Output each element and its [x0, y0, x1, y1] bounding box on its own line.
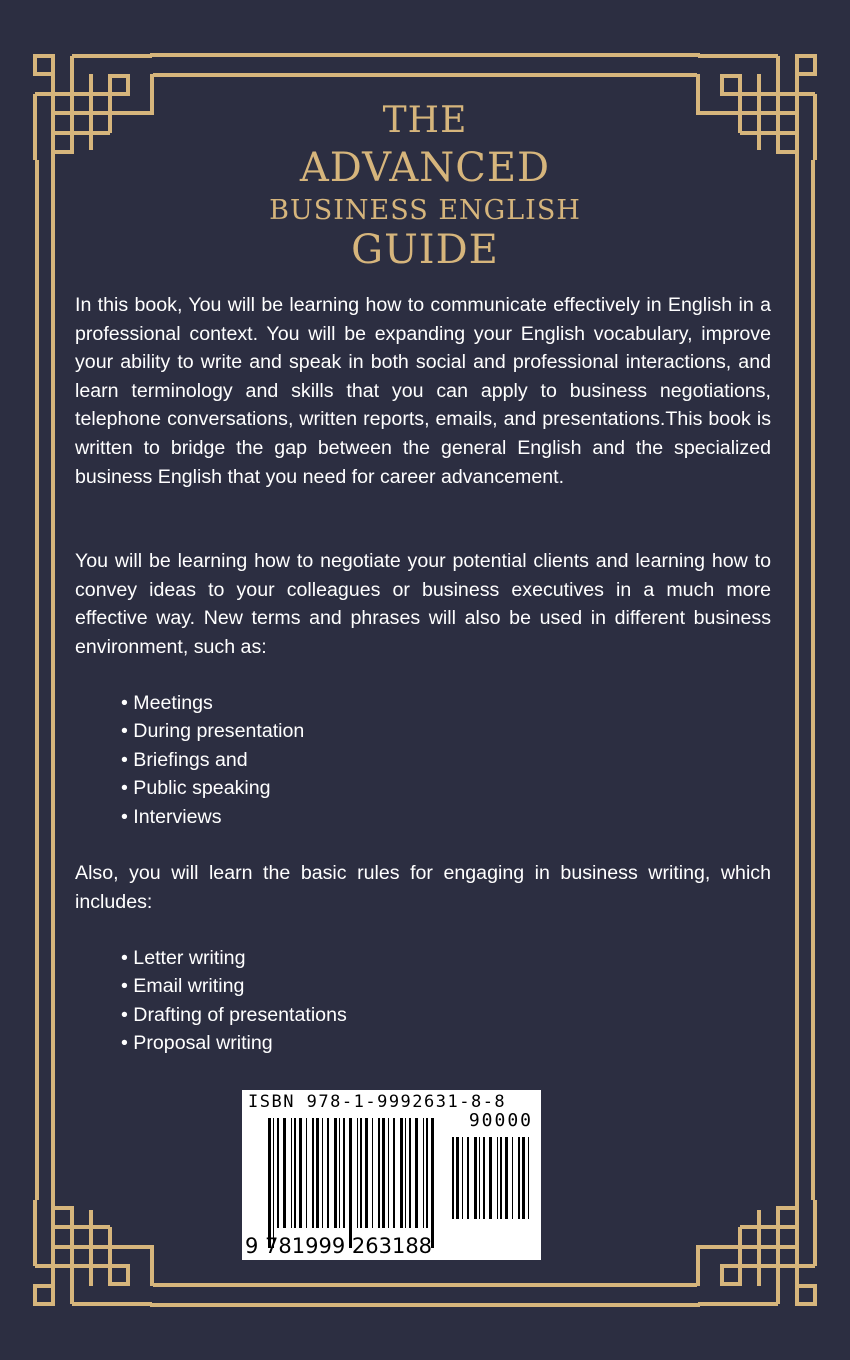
barcode-bar: [382, 1118, 385, 1228]
isbn-number: ISBN 978-1-9992631-8-8: [248, 1092, 507, 1112]
list-item: • Letter writing: [121, 947, 246, 969]
barcode-bar: [378, 1118, 380, 1228]
barcode-bar: [306, 1118, 307, 1228]
description-paragraph: Also, you will learn the basic rules for engaging in business writing, which includes:: [75, 862, 771, 913]
list-item: • Meetings: [121, 692, 213, 714]
barcode-bar: [268, 1118, 271, 1248]
barcode-bar: [415, 1118, 418, 1228]
barcode-bar: [512, 1137, 513, 1219]
barcode-bar: [426, 1118, 428, 1228]
barcode-bar: [505, 1137, 508, 1219]
barcode-bar: [400, 1118, 403, 1228]
barcode-bar: [500, 1137, 502, 1219]
barcode-bar: [522, 1137, 525, 1219]
list-item: • Interviews: [121, 805, 222, 828]
barcode-bar: [431, 1118, 434, 1248]
barcode-bar: [294, 1118, 296, 1228]
barcode-bar: [360, 1118, 362, 1228]
description-paragraph: You will be learning how to negotiate your potential clients and learning how to convey ideas to your colleagues or business executives in a much more effective way. New terms and phrases will also be used in different business environment, such as:: [75, 550, 771, 658]
barcode-bar: [479, 1137, 480, 1219]
list-item: • Briefings and: [121, 748, 248, 771]
barcode-bar: [372, 1118, 373, 1228]
barcode-bar: [322, 1118, 323, 1228]
corner-ornament-bottom-right: [698, 1200, 815, 1304]
barcode-bar: [357, 1118, 358, 1228]
barcode-bar: [467, 1137, 469, 1219]
barcode-bar: [299, 1118, 302, 1228]
barcode-bar: [497, 1137, 498, 1219]
description-paragraph: In this book, You will be learning how to communicate effectively in English in a professional context. You will be expanding your English vocabulary, improve your ability to write and speak in both social and professional interactions, and learn terminology and skills that you can apply to business negotiations, telephone conversations, written reports, emails, and presentations.This book is written to bridge the gap between the general English and the specialized business English that you need for career advancement.: [75, 294, 771, 488]
barcode-bar: [405, 1118, 406, 1228]
barcode-bar: [483, 1137, 485, 1219]
ean-number: 9 781999 263188: [245, 1234, 433, 1258]
title-the: THE: [382, 100, 468, 141]
corner-ornament-bottom-left: [35, 1200, 152, 1304]
barcode-bar: [273, 1118, 274, 1248]
list-item: • During presentation: [121, 720, 305, 743]
list-item: • Email writing: [121, 975, 245, 998]
barcode-bar: [349, 1118, 352, 1248]
title-business-english: BUSINESS ENGLISH: [269, 195, 581, 226]
barcode-bar: [409, 1118, 411, 1228]
environment-list: [121, 689, 304, 831]
barcode-bar: [283, 1118, 286, 1228]
addon-barcode-bars: [450, 1137, 535, 1239]
barcode-bar: [312, 1118, 314, 1228]
barcode-bar: [423, 1118, 424, 1228]
barcode-bar: [334, 1118, 337, 1228]
barcode-bar: [339, 1118, 340, 1228]
barcode-bar: [388, 1118, 389, 1228]
barcode-bars: [266, 1118, 436, 1248]
barcode-bar: [452, 1137, 454, 1219]
barcode-bar: [365, 1118, 368, 1228]
title-advanced: ADVANCED: [299, 145, 551, 191]
barcode-bar: [316, 1118, 319, 1228]
barcode-bar: [277, 1118, 279, 1228]
barcode-bar: [343, 1118, 345, 1228]
price-code: 90000: [468, 1110, 533, 1131]
barcode-bar: [393, 1118, 395, 1228]
writing-list: [121, 944, 347, 1058]
list-item: • Proposal writing: [121, 1032, 273, 1055]
list-item: • Public speaking: [121, 777, 271, 800]
barcode-bar: [291, 1118, 292, 1228]
list-item: • Drafting of presentations: [121, 1003, 347, 1026]
barcode-bar: [327, 1118, 329, 1228]
title-guide: GUIDE: [351, 227, 499, 273]
barcode-bar: [489, 1137, 492, 1219]
isbn-barcode: [242, 1090, 541, 1260]
barcode-bar: [462, 1137, 463, 1219]
barcode-bar: [518, 1137, 520, 1219]
barcode-bar: [528, 1137, 529, 1219]
barcode-bar: [456, 1137, 459, 1219]
barcode-bar: [474, 1137, 477, 1219]
